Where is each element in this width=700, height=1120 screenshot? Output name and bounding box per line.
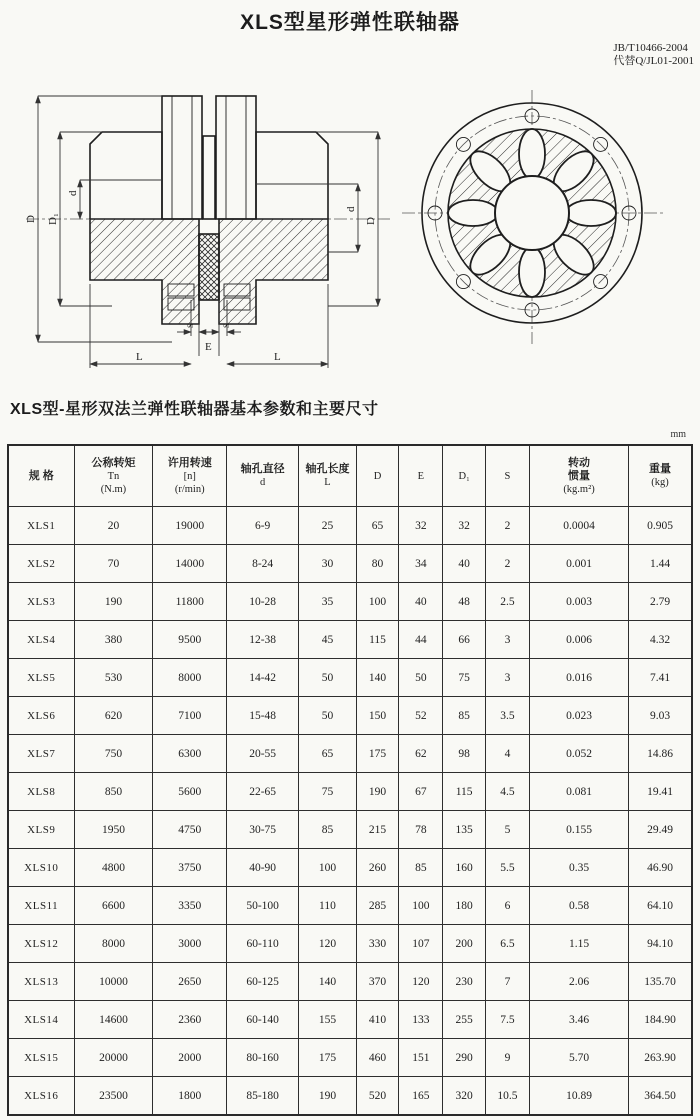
dim-label-S-left: S xyxy=(186,323,195,328)
value-cell: 5 xyxy=(485,811,529,849)
value-cell: 3.46 xyxy=(529,1001,628,1039)
value-cell: 10.5 xyxy=(485,1077,529,1116)
value-cell: 0.0004 xyxy=(529,507,628,545)
value-cell: 6.5 xyxy=(485,925,529,963)
value-cell: 10-28 xyxy=(227,583,299,621)
value-cell: 40 xyxy=(399,583,443,621)
value-cell: 2.06 xyxy=(529,963,628,1001)
coupling-section-drawing xyxy=(22,84,394,382)
value-cell: 11800 xyxy=(153,583,227,621)
table-row xyxy=(8,583,692,621)
value-cell: 8-24 xyxy=(227,545,299,583)
value-cell: 32 xyxy=(399,507,443,545)
value-cell: 200 xyxy=(443,925,486,963)
value-cell: 25 xyxy=(299,507,356,545)
value-cell: 85 xyxy=(299,811,356,849)
value-cell: 285 xyxy=(356,887,399,925)
value-cell: 30 xyxy=(299,545,356,583)
value-cell: 0.905 xyxy=(629,507,692,545)
value-cell: 85-180 xyxy=(227,1077,299,1116)
value-cell: 78 xyxy=(399,811,443,849)
table-row xyxy=(8,887,692,925)
value-cell: 10.89 xyxy=(529,1077,628,1116)
dim-label-L-left: L xyxy=(136,351,143,363)
dim-label-D-left: D xyxy=(25,215,37,223)
value-cell: 52 xyxy=(399,697,443,735)
value-cell: 80-160 xyxy=(227,1039,299,1077)
value-cell: 135 xyxy=(443,811,486,849)
value-cell: 3000 xyxy=(153,925,227,963)
value-cell: 60-125 xyxy=(227,963,299,1001)
value-cell: 15-48 xyxy=(227,697,299,735)
section-heading: XLS型-星形双法兰弹性联轴器基本参数和主要尺寸 xyxy=(10,401,379,418)
table-row xyxy=(8,811,692,849)
column-header: 轴孔直径 d xyxy=(227,445,299,507)
value-cell: 29.49 xyxy=(629,811,692,849)
value-cell: 255 xyxy=(443,1001,486,1039)
value-cell: 7 xyxy=(485,963,529,1001)
value-cell: 3.5 xyxy=(485,697,529,735)
value-cell: 45 xyxy=(299,621,356,659)
value-cell: 320 xyxy=(443,1077,486,1116)
parameters-table-container xyxy=(7,444,693,1116)
table-row xyxy=(8,1039,692,1077)
value-cell: 5600 xyxy=(153,773,227,811)
value-cell: 5.5 xyxy=(485,849,529,887)
value-cell: 19000 xyxy=(153,507,227,545)
value-cell: 40-90 xyxy=(227,849,299,887)
table-row xyxy=(8,659,692,697)
value-cell: 2 xyxy=(485,545,529,583)
value-cell: 64.10 xyxy=(629,887,692,925)
value-cell: 175 xyxy=(299,1039,356,1077)
value-cell: 230 xyxy=(443,963,486,1001)
value-cell: 75 xyxy=(443,659,486,697)
model-cell: XLS15 xyxy=(8,1039,74,1077)
value-cell: 14-42 xyxy=(227,659,299,697)
model-cell: XLS2 xyxy=(8,545,74,583)
value-cell: 12-38 xyxy=(227,621,299,659)
value-cell: 85 xyxy=(443,697,486,735)
value-cell: 380 xyxy=(74,621,153,659)
model-cell: XLS13 xyxy=(8,963,74,1001)
model-cell: XLS9 xyxy=(8,811,74,849)
model-cell: XLS3 xyxy=(8,583,74,621)
value-cell: 110 xyxy=(299,887,356,925)
value-cell: 100 xyxy=(299,849,356,887)
standard-reference xyxy=(613,42,694,68)
dim-label-d-left: d xyxy=(67,190,79,196)
column-header: 轴孔长度 L xyxy=(299,445,356,507)
value-cell: 3750 xyxy=(153,849,227,887)
value-cell: 9.03 xyxy=(629,697,692,735)
value-cell: 35 xyxy=(299,583,356,621)
value-cell: 4750 xyxy=(153,811,227,849)
value-cell: 1800 xyxy=(153,1077,227,1116)
table-row xyxy=(8,697,692,735)
value-cell: 10000 xyxy=(74,963,153,1001)
column-header: D₁ xyxy=(443,445,486,507)
value-cell: 7100 xyxy=(153,697,227,735)
value-cell: 75 xyxy=(299,773,356,811)
model-cell: XLS4 xyxy=(8,621,74,659)
model-cell: XLS8 xyxy=(8,773,74,811)
value-cell: 50-100 xyxy=(227,887,299,925)
dim-label-D1-left: D₁ xyxy=(47,213,59,225)
value-cell: 66 xyxy=(443,621,486,659)
value-cell: 151 xyxy=(399,1039,443,1077)
value-cell: 100 xyxy=(399,887,443,925)
value-cell: 100 xyxy=(356,583,399,621)
value-cell: 0.003 xyxy=(529,583,628,621)
value-cell: 0.35 xyxy=(529,849,628,887)
table-row xyxy=(8,925,692,963)
value-cell: 155 xyxy=(299,1001,356,1039)
value-cell: 5.70 xyxy=(529,1039,628,1077)
value-cell: 22-65 xyxy=(227,773,299,811)
value-cell: 50 xyxy=(299,697,356,735)
value-cell: 0.155 xyxy=(529,811,628,849)
value-cell: 260 xyxy=(356,849,399,887)
table-row xyxy=(8,849,692,887)
model-cell: XLS11 xyxy=(8,887,74,925)
value-cell: 14600 xyxy=(74,1001,153,1039)
column-header: 规 格 xyxy=(8,445,74,507)
value-cell: 4 xyxy=(485,735,529,773)
table-row xyxy=(8,1077,692,1116)
value-cell: 133 xyxy=(399,1001,443,1039)
table-row xyxy=(8,621,692,659)
model-cell: XLS16 xyxy=(8,1077,74,1116)
value-cell: 65 xyxy=(356,507,399,545)
value-cell: 2000 xyxy=(153,1039,227,1077)
value-cell: 85 xyxy=(399,849,443,887)
value-cell: 190 xyxy=(74,583,153,621)
value-cell: 65 xyxy=(299,735,356,773)
value-cell: 263.90 xyxy=(629,1039,692,1077)
value-cell: 3 xyxy=(485,659,529,697)
value-cell: 115 xyxy=(356,621,399,659)
value-cell: 60-110 xyxy=(227,925,299,963)
value-cell: 2.79 xyxy=(629,583,692,621)
value-cell: 165 xyxy=(399,1077,443,1116)
value-cell: 23500 xyxy=(74,1077,153,1116)
value-cell: 0.081 xyxy=(529,773,628,811)
value-cell: 44 xyxy=(399,621,443,659)
value-cell: 48 xyxy=(443,583,486,621)
column-header: E xyxy=(399,445,443,507)
value-cell: 6600 xyxy=(74,887,153,925)
model-cell: XLS10 xyxy=(8,849,74,887)
value-cell: 6300 xyxy=(153,735,227,773)
value-cell: 850 xyxy=(74,773,153,811)
table-header xyxy=(8,445,692,507)
value-cell: 0.58 xyxy=(529,887,628,925)
value-cell: 80 xyxy=(356,545,399,583)
model-cell: XLS1 xyxy=(8,507,74,545)
value-cell: 2360 xyxy=(153,1001,227,1039)
value-cell: 3350 xyxy=(153,887,227,925)
page-title: XLS型星形弹性联轴器 xyxy=(240,11,460,34)
value-cell: 140 xyxy=(299,963,356,1001)
model-cell: XLS14 xyxy=(8,1001,74,1039)
value-cell: 9500 xyxy=(153,621,227,659)
standard-number: JB/T10466-2004 xyxy=(613,42,688,54)
value-cell: 7.41 xyxy=(629,659,692,697)
value-cell: 34 xyxy=(399,545,443,583)
value-cell: 98 xyxy=(443,735,486,773)
value-cell: 1950 xyxy=(74,811,153,849)
table-body xyxy=(8,507,692,1116)
value-cell: 2650 xyxy=(153,963,227,1001)
standard-replaces: 代替Q/JL01-2001 xyxy=(613,55,694,67)
table-row xyxy=(8,963,692,1001)
value-cell: 8000 xyxy=(74,925,153,963)
value-cell: 750 xyxy=(74,735,153,773)
coupling-front-drawing xyxy=(398,88,670,346)
dim-label-E: E xyxy=(205,341,212,353)
value-cell: 14.86 xyxy=(629,735,692,773)
value-cell: 410 xyxy=(356,1001,399,1039)
value-cell: 140 xyxy=(356,659,399,697)
value-cell: 14000 xyxy=(153,545,227,583)
value-cell: 175 xyxy=(356,735,399,773)
table-row xyxy=(8,545,692,583)
model-cell: XLS5 xyxy=(8,659,74,697)
value-cell: 20-55 xyxy=(227,735,299,773)
value-cell: 70 xyxy=(74,545,153,583)
value-cell: 290 xyxy=(443,1039,486,1077)
value-cell: 30-75 xyxy=(227,811,299,849)
value-cell: 330 xyxy=(356,925,399,963)
table-row xyxy=(8,735,692,773)
column-header: S xyxy=(485,445,529,507)
value-cell: 1.15 xyxy=(529,925,628,963)
value-cell: 120 xyxy=(299,925,356,963)
value-cell: 460 xyxy=(356,1039,399,1077)
value-cell: 8000 xyxy=(153,659,227,697)
dim-label-d-right: d xyxy=(345,206,357,212)
value-cell: 160 xyxy=(443,849,486,887)
unit-note: mm xyxy=(670,429,686,440)
value-cell: 46.90 xyxy=(629,849,692,887)
value-cell: 370 xyxy=(356,963,399,1001)
value-cell: 20000 xyxy=(74,1039,153,1077)
value-cell: 0.016 xyxy=(529,659,628,697)
parameters-table xyxy=(7,444,693,1116)
column-header: 许用转速 [n] (r/min) xyxy=(153,445,227,507)
value-cell: 120 xyxy=(399,963,443,1001)
model-cell: XLS7 xyxy=(8,735,74,773)
value-cell: 190 xyxy=(299,1077,356,1116)
value-cell: 0.001 xyxy=(529,545,628,583)
value-cell: 190 xyxy=(356,773,399,811)
value-cell: 40 xyxy=(443,545,486,583)
model-cell: XLS6 xyxy=(8,697,74,735)
value-cell: 0.023 xyxy=(529,697,628,735)
value-cell: 115 xyxy=(443,773,486,811)
value-cell: 520 xyxy=(356,1077,399,1116)
dim-label-S-right: S xyxy=(222,323,231,328)
dim-label-L-right: L xyxy=(274,351,281,363)
column-header: 重量 (kg) xyxy=(629,445,692,507)
table-row xyxy=(8,1001,692,1039)
value-cell: 180 xyxy=(443,887,486,925)
value-cell: 184.90 xyxy=(629,1001,692,1039)
value-cell: 6 xyxy=(485,887,529,925)
value-cell: 94.10 xyxy=(629,925,692,963)
value-cell: 67 xyxy=(399,773,443,811)
value-cell: 60-140 xyxy=(227,1001,299,1039)
value-cell: 0.006 xyxy=(529,621,628,659)
value-cell: 530 xyxy=(74,659,153,697)
column-header: 公称转矩 Tn (N.m) xyxy=(74,445,153,507)
table-row xyxy=(8,507,692,545)
model-cell: XLS12 xyxy=(8,925,74,963)
value-cell: 20 xyxy=(74,507,153,545)
value-cell: 4800 xyxy=(74,849,153,887)
value-cell: 107 xyxy=(399,925,443,963)
value-cell: 9 xyxy=(485,1039,529,1077)
value-cell: 4.5 xyxy=(485,773,529,811)
value-cell: 7.5 xyxy=(485,1001,529,1039)
value-cell: 3 xyxy=(485,621,529,659)
value-cell: 50 xyxy=(299,659,356,697)
table-row xyxy=(8,773,692,811)
value-cell: 19.41 xyxy=(629,773,692,811)
value-cell: 62 xyxy=(399,735,443,773)
value-cell: 150 xyxy=(356,697,399,735)
value-cell: 1.44 xyxy=(629,545,692,583)
value-cell: 32 xyxy=(443,507,486,545)
value-cell: 2.5 xyxy=(485,583,529,621)
dim-label-D-right: D xyxy=(365,217,377,225)
value-cell: 215 xyxy=(356,811,399,849)
column-header: 转动 惯量 (kg.m²) xyxy=(529,445,628,507)
value-cell: 50 xyxy=(399,659,443,697)
value-cell: 6-9 xyxy=(227,507,299,545)
value-cell: 135.70 xyxy=(629,963,692,1001)
value-cell: 2 xyxy=(485,507,529,545)
value-cell: 4.32 xyxy=(629,621,692,659)
value-cell: 364.50 xyxy=(629,1077,692,1116)
value-cell: 620 xyxy=(74,697,153,735)
column-header: D xyxy=(356,445,399,507)
value-cell: 0.052 xyxy=(529,735,628,773)
